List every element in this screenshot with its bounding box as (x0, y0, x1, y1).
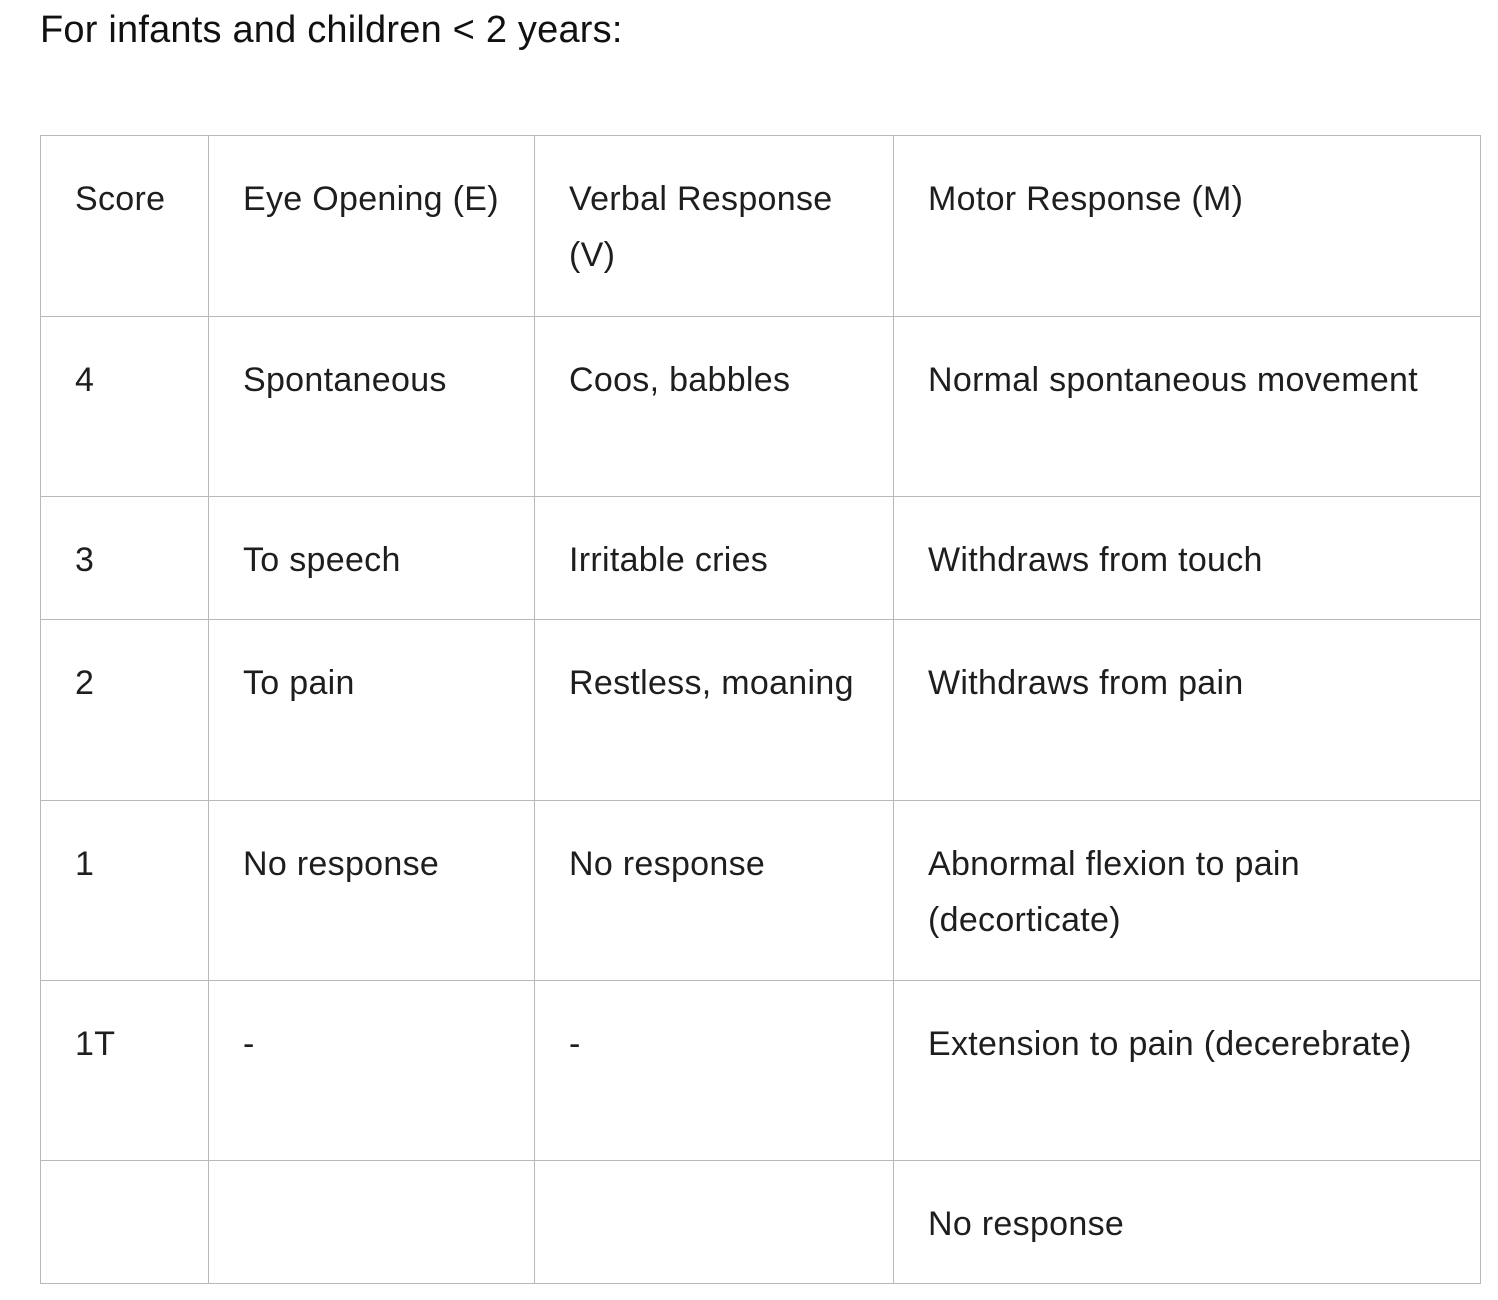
glasgow-coma-scale-table (40, 135, 1481, 1284)
cell-score: 4 (41, 317, 209, 497)
cell-motor-response: Extension to pain (decerebrate) (894, 981, 1481, 1161)
cell-eye-opening: - (209, 981, 535, 1161)
cell-eye-opening: No response (209, 801, 535, 981)
table-row (41, 1161, 1481, 1284)
cell-verbal-response: Restless, moaning (535, 620, 894, 801)
cell-score: 3 (41, 497, 209, 620)
header-score: Score (41, 136, 209, 317)
table-row (41, 801, 1481, 981)
cell-score: 1T (41, 981, 209, 1161)
cell-verbal-response: No response (535, 801, 894, 981)
cell-score: 1 (41, 801, 209, 981)
cell-motor-response: No response (894, 1161, 1481, 1284)
cell-eye-opening: To speech (209, 497, 535, 620)
cell-eye-opening: Spontaneous (209, 317, 535, 497)
cell-motor-response: Withdraws from touch (894, 497, 1481, 620)
cell-motor-response: Withdraws from pain (894, 620, 1481, 801)
table-row (41, 620, 1481, 801)
cell-verbal-response: Coos, babbles (535, 317, 894, 497)
cell-score (41, 1161, 209, 1284)
cell-verbal-response (535, 1161, 894, 1284)
header-eye-opening: Eye Opening (E) (209, 136, 535, 317)
cell-motor-response: Normal spontaneous movement (894, 317, 1481, 497)
cell-score: 2 (41, 620, 209, 801)
cell-verbal-response: - (535, 981, 894, 1161)
page-heading: For infants and children < 2 years: (40, 9, 623, 51)
header-motor-response: Motor Response (M) (894, 136, 1481, 317)
header-verbal-response: Verbal Response (V) (535, 136, 894, 317)
table-row (41, 317, 1481, 497)
cell-eye-opening: To pain (209, 620, 535, 801)
cell-motor-response: Abnormal flexion to pain (decorticate) (894, 801, 1481, 981)
cell-verbal-response: Irritable cries (535, 497, 894, 620)
table-header-row (41, 136, 1481, 317)
cell-eye-opening (209, 1161, 535, 1284)
table-row (41, 981, 1481, 1161)
table-row (41, 497, 1481, 620)
